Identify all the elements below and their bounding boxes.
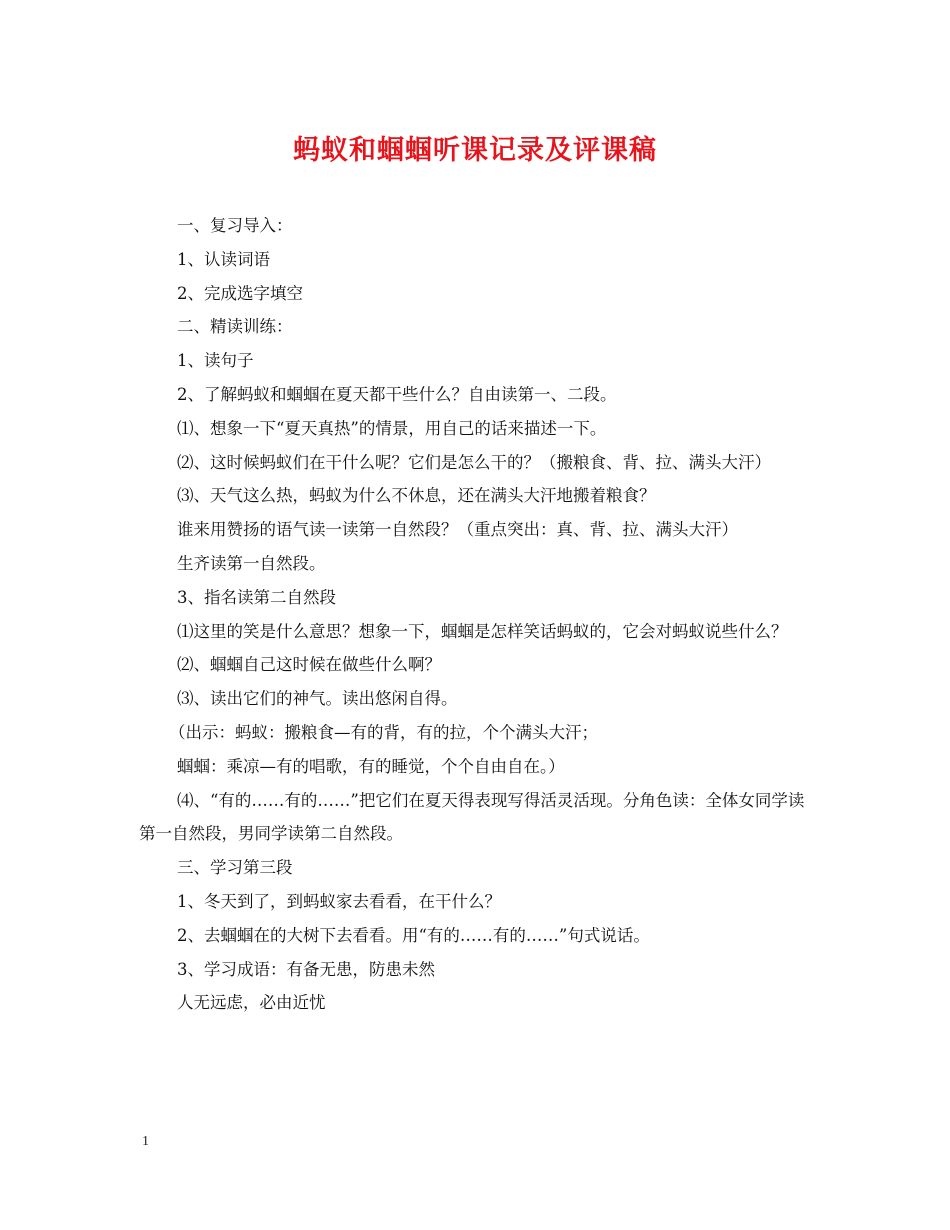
paragraph: 2、了解蚂蚁和蝈蝈在夏天都干些什么？自由读第一、二段。 bbox=[177, 384, 617, 404]
paragraph: ⑵、这时候蚂蚁们在干什么呢？它们是怎么干的？（搬粮食、背、拉、满头大汗） bbox=[177, 452, 771, 472]
paragraph: 生齐读第一自然段。 bbox=[177, 553, 326, 573]
paragraph: ⑴、想象一下“夏天真热”的情景，用自己的话来描述一下。 bbox=[177, 418, 607, 438]
paragraph: 蝈蝈：乘凉—有的唱歌，有的睡觉，个个自由自在。） bbox=[177, 756, 565, 776]
paragraph: 2、完成选字填空 bbox=[177, 283, 303, 303]
paragraph: 谁来用赞扬的语气读一读第一自然段？（重点突出：真、背、拉、满头大汗） bbox=[177, 520, 738, 540]
paragraph: ⑶、读出它们的神气。读出悠闲自得。 bbox=[177, 689, 458, 709]
paragraph: 三、学习第三段 bbox=[177, 858, 293, 878]
paragraph: 一、复习导入： bbox=[177, 216, 293, 235]
paragraph: ⑵、蝈蝈自己这时候在做些什么啊？ bbox=[177, 655, 441, 675]
paragraph: 2、去蝈蝈在的大树下去看看。用“有的……有的……”句式说话。 bbox=[177, 925, 650, 945]
paragraph: 3、学习成语：有备无患，防患未然 bbox=[177, 959, 435, 979]
paragraph: ⑶、天气这么热，蚂蚁为什么不休息，还在满头大汗地搬着粮食？ bbox=[177, 486, 656, 506]
paragraph: 1、读句子 bbox=[177, 351, 254, 371]
paragraph: 3、指名读第二自然段 bbox=[177, 587, 336, 607]
paragraph: ⑴这里的笑是什么意思？想象一下，蝈蝈是怎样笑话蚂蚁的，它会对蚂蚁说些什么？ bbox=[177, 621, 788, 641]
document-title: 蚂蚁和蝈蝈听课记录及评课稿 bbox=[293, 135, 657, 166]
paragraph: 人无远虑，必由近忧 bbox=[177, 993, 326, 1013]
paragraph: （出示：蚂蚁：搬粮食—有的背，有的拉，个个满头大汗； bbox=[169, 722, 598, 742]
document-body bbox=[139, 209, 817, 1020]
page-number: 1 bbox=[142, 1134, 149, 1149]
paragraph: ⑷、“有的……有的……”把它们在夏天得表现写得活灵活现。分角色读：全体女同学读第一自然段，男同学读第二自然段。 bbox=[139, 790, 805, 844]
paragraph: 1、冬天到了，到蚂蚁家去看看，在干什么？ bbox=[177, 891, 501, 911]
paragraph: 二、精读训练： bbox=[177, 317, 293, 337]
paragraph: 1、认读词语 bbox=[177, 249, 270, 269]
